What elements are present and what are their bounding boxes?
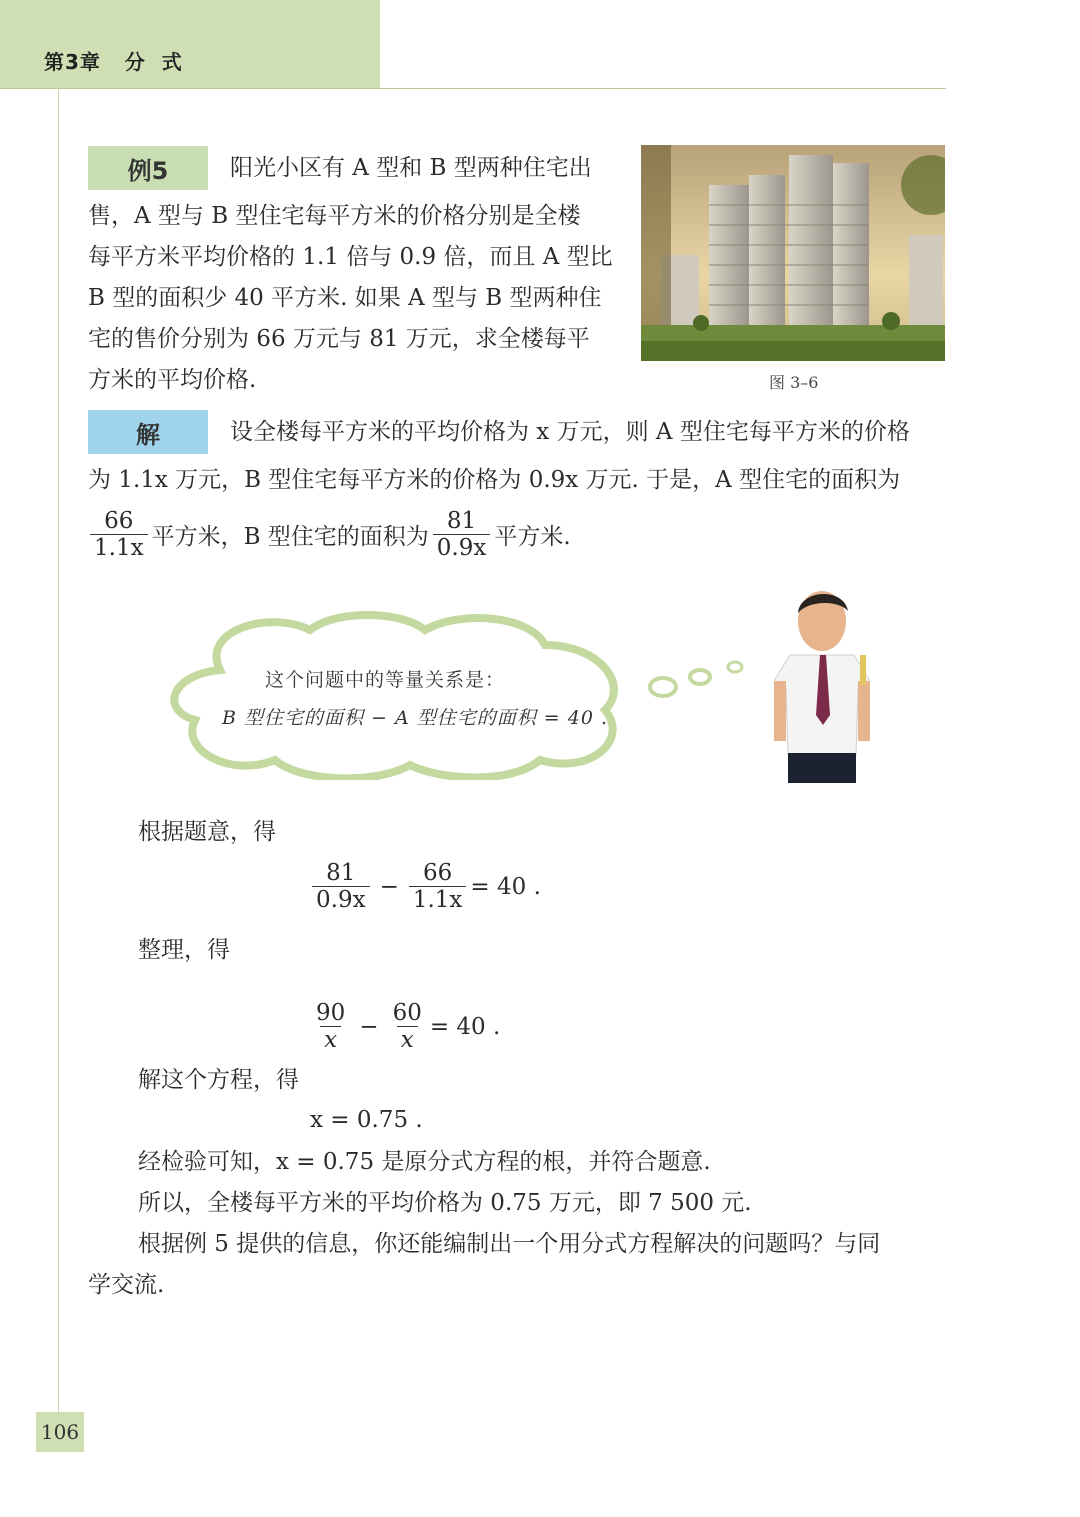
fraction-denominator: 0.9x [312, 886, 370, 913]
fraction-numerator: 81 [326, 860, 356, 886]
solution-line-1: 设全楼每平方米的平均价格为 x 万元，则 A 型住宅每平方米的价格 [230, 419, 910, 445]
fraction-numerator: 60 [392, 1000, 422, 1026]
equation-1 [308, 860, 541, 913]
header-divider [0, 88, 946, 89]
equation-rhs: = 40 . [429, 1013, 501, 1040]
solution-line-2: 为 1.1x 万元，B 型住宅每平方米的价格为 0.9x 万元. 于是，A 型住宅的面积为 [88, 467, 901, 493]
solution-end-text: 平方米. [494, 524, 571, 550]
fraction-denominator: x [397, 1026, 418, 1053]
extension-line-2: 学交流. [88, 1272, 165, 1298]
minus-sign: − [359, 1013, 379, 1040]
fraction-66-1.1x [409, 860, 467, 913]
example-text-line-5: 宅的售价分别为 66 万元与 81 万元，求全楼每平 [88, 326, 590, 352]
step-intro-1: 根据题意，得 [138, 819, 276, 845]
fraction-81-0.9x [312, 860, 370, 913]
area-a-fraction [90, 508, 148, 561]
example-text-line-3: 每平方米平均价格的 1.1 倍与 0.9 倍，而且 A 型比 [88, 244, 613, 270]
equation-3: x = 0.75 . [310, 1107, 423, 1133]
thought-line-1: 这个问题中的等量关系是： [265, 669, 506, 691]
residential-buildings-photo [641, 145, 945, 361]
page-number: 106 [36, 1412, 84, 1452]
conclusion-statement: 所以，全楼每平方米的平均价格为 0.75 万元，即 7 500 元. [138, 1190, 752, 1216]
solution-mid-text: 平方米，B 型住宅的面积为 [151, 524, 429, 550]
fraction-denominator: 0.9x [433, 534, 491, 561]
fraction-denominator: x [320, 1026, 341, 1053]
thought-line-2: B 型住宅的面积 − A 型住宅的面积 = 40 . [222, 707, 609, 729]
thought-bubbles [645, 655, 755, 700]
chapter-title: 第3章 分 式 [44, 50, 183, 74]
fraction-60-x [389, 1000, 426, 1053]
example-text-line-1: 阳光小区有 A 型和 B 型两种住宅出 [230, 155, 592, 181]
equation-2 [308, 1000, 500, 1053]
fraction-90-x [312, 1000, 349, 1053]
check-statement: 经检验可知，x = 0.75 是原分式方程的根，并符合题意. [138, 1149, 711, 1175]
thought-cloud [160, 610, 630, 780]
fraction-numerator: 81 [446, 508, 477, 534]
example-text-line-6: 方米的平均价格. [88, 367, 257, 393]
minus-sign: − [379, 873, 399, 900]
fraction-denominator: 1.1x [90, 534, 148, 561]
fraction-numerator: 90 [316, 1000, 346, 1026]
example-text-line-4: B 型的面积少 40 平方米. 如果 A 型与 B 型两种住 [88, 285, 602, 311]
fraction-numerator: 66 [104, 508, 134, 534]
margin-line [58, 88, 59, 1418]
student-boy-illustration [760, 585, 890, 790]
example-label: 例5 [88, 146, 208, 190]
extension-line-1: 根据例 5 提供的信息，你还能编制出一个用分式方程解决的问题吗？与同 [138, 1231, 881, 1257]
example-text-line-2: 售，A 型与 B 型住宅每平方米的价格分别是全楼 [88, 203, 581, 229]
area-b-fraction [433, 508, 491, 561]
figure-caption: 图 3–6 [769, 373, 819, 392]
solution-label: 解 [88, 410, 208, 454]
solution-line-3 [86, 508, 571, 561]
step-intro-2: 整理，得 [138, 937, 230, 963]
equation-rhs: = 40 . [470, 873, 541, 900]
fraction-denominator: 1.1x [409, 886, 467, 913]
step-intro-3: 解这个方程，得 [138, 1067, 299, 1093]
fraction-numerator: 66 [422, 860, 453, 886]
